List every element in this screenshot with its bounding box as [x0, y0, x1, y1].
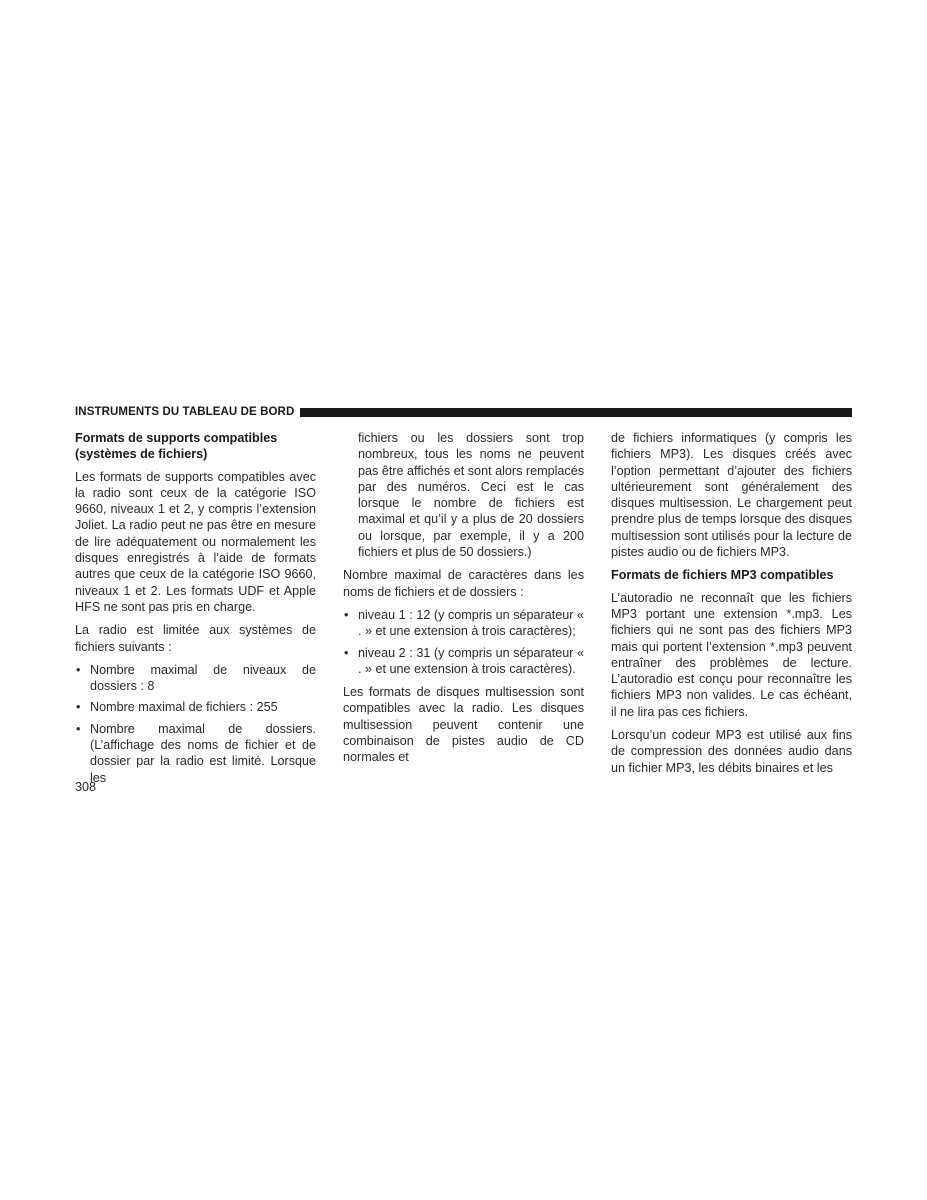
column-1	[75, 430, 316, 793]
bullet-icon: •	[76, 700, 81, 715]
column-3	[611, 430, 852, 783]
paragraph-multisession-continued: de fichiers informatiques (y compris les fichiers MP3). Les disques créés avec l’option permettant d’ajouter des fichiers ultérieurement sont généralement des disques multisession. Le chargement peut prendre plus de temps lorsque des disques multisession sont utilisés pour la lecture de pistes audio ou de fichiers MP3.	[611, 431, 852, 560]
list-item: • niveau 2 : 31 (y compris un séparateur « . » et une extension à trois caractères).	[344, 645, 584, 676]
paragraph-character-limits: Nombre maximal de caractères dans les noms de fichiers et de dossiers :	[343, 568, 584, 599]
list-item: • niveau 1 : 12 (y compris un séparateur « . » et une extension à trois caractères);	[344, 607, 584, 639]
character-limits-list	[343, 607, 584, 677]
heading-media-formats: Formats de supports compatibles (systèmes de fichiers)	[75, 431, 278, 462]
paragraph-mp3-encoder: Lorsqu’un codeur MP3 est utilisé aux fins de compression des données audio dans un fichier MP3, les débits binaires et les	[611, 728, 852, 775]
section-header	[75, 405, 852, 419]
section-title: INSTRUMENTS DU TABLEAU DE BORD	[75, 406, 295, 418]
list-item: • Nombre maximal de fichiers : 255	[76, 700, 278, 715]
bullet-icon: •	[76, 721, 81, 736]
header-rule	[300, 408, 852, 417]
list-item: • Nombre maximal de niveaux de dossiers : 8	[76, 662, 316, 694]
paragraph-filesystem-limits: La radio est limitée aux systèmes de fichiers suivants :	[75, 623, 316, 654]
list-item: • Nombre maximal de dossiers. (L’affichage des noms de fichier et de dossier par la radio est limité. Lorsque les	[76, 721, 316, 785]
paragraph-mp3-extension: L’autoradio ne reconnaît que les fichiers MP3 portant une extension *.mp3. Les fichiers qui ne sont pas des fichiers MP3 mais qui portent l’extension *.mp3 peuvent entraîner des problèmes de lecture. L’autoradio est conçu pour reconnaître les fichiers MP3 non valides. Le cas échéant, il ne lira pas ces fichiers.	[611, 590, 852, 719]
filesystem-limits-list	[75, 662, 316, 786]
column-2	[343, 430, 584, 773]
paragraph-continued-bullet: fichiers ou les dossiers sont trop nombreux, tous les noms ne peuvent pas être affichés et sont alors remplacés par des numéros. Ceci est le cas lorsque le nombre de fichiers est maximal et qu’il y a plus de 20 dossiers ou lorsque, par exemple, il y a 200 fichiers et plus de 50 dossiers.)	[358, 431, 584, 560]
bullet-icon: •	[76, 662, 81, 677]
paragraph-media-formats: Les formats de supports compatibles avec la radio sont ceux de la catégorie ISO 9660, niveaux 1 et 2, y compris l’extension Joliet. La radio peut ne pas être en mesure de lire adéquatement ou normalement les disques enregistrés à l’aide de formats autres que ceux de la catégorie ISO 9660, niveaux 1 et 2. Les formats UDF et Apple HFS ne sont pas pris en charge.	[75, 469, 316, 614]
page-number: 308	[75, 780, 97, 794]
paragraph-multisession: Les formats de disques multisession sont compatibles avec la radio. Les disques multisession peuvent contenir une combinaison de pistes audio de CD normales et	[343, 685, 584, 765]
bullet-icon: •	[344, 607, 349, 622]
heading-mp3-formats: Formats de fichiers MP3 compatibles	[611, 568, 834, 583]
bullet-icon: •	[344, 645, 349, 660]
